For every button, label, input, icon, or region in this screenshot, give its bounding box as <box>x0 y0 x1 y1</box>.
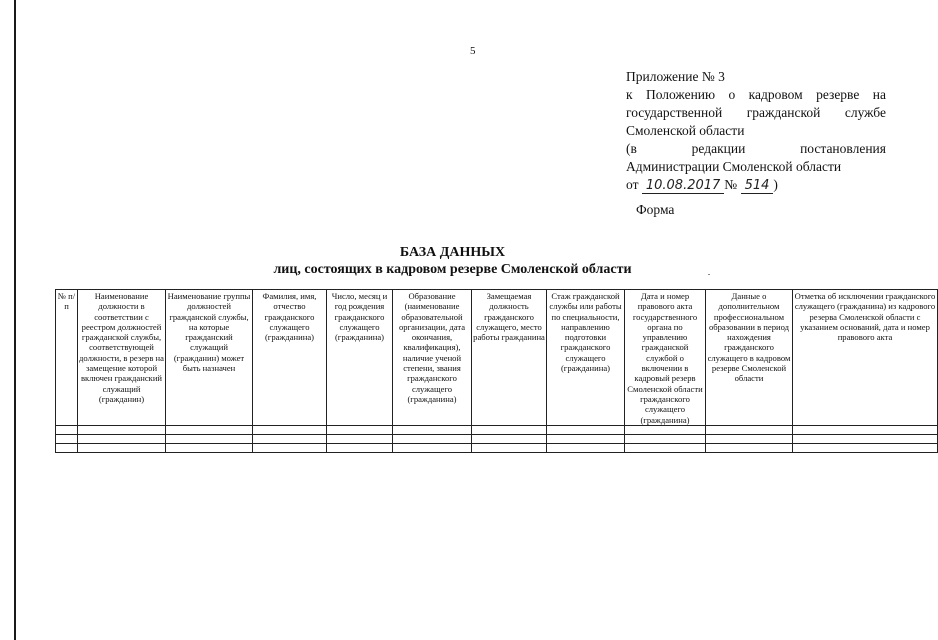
personnel-reserve-table <box>55 289 938 453</box>
number-label: № <box>724 177 738 192</box>
header-cell-full-name: Фамилия, имя, отчество гражданского служащего (гражданина) <box>253 290 327 426</box>
appendix-line-5 <box>626 140 886 158</box>
table-row <box>56 443 938 452</box>
appendix-word: постановления <box>800 141 886 156</box>
appendix-word: кадровом <box>748 87 803 102</box>
appendix-word: службе <box>844 105 886 120</box>
header-cell-position-group: Наименование группы должностей гражданской службы, на которые гражданский служащий (гражданин) может быть назначен <box>166 290 253 426</box>
appendix-line-2 <box>626 86 886 104</box>
appendix-line-3 <box>626 104 886 122</box>
appendix-line-4: Смоленской области <box>626 123 745 138</box>
table-row <box>56 434 938 443</box>
page-number: 5 <box>470 45 476 57</box>
appendix-word: государственной <box>626 105 723 120</box>
handwritten-date: 10.08.2017 <box>642 179 724 194</box>
header-cell-position: Наименование должности в соответствии с реестром должностей гражданской службы, соответствующей должности, в резерв на замещение которой включен гражданский служащий (гражданин) <box>78 290 166 426</box>
table-header-row <box>56 290 938 426</box>
table-row <box>56 425 938 434</box>
header-cell-exclusion-mark: Отметка об исключении гражданского служащего (гражданина) из кадрового резерва Смоленской области с указанием оснований, дата и номер правового акта <box>793 290 938 426</box>
header-cell-education: Образование (наименование образовательной организации, дата окончания, квалификация), наличие ученой степени, звания гражданского служащего (гражданина) <box>393 290 472 426</box>
document-subtitle: лиц, состоящих в кадровом резерве Смоленской области <box>273 262 632 277</box>
appendix-word: резерве <box>816 87 860 102</box>
header-cell-number: № п/п <box>56 290 78 426</box>
document-title: БАЗА ДАННЫХ <box>399 245 506 260</box>
header-cell-additional-education: Данные о дополнительном профессиональном образовании в период нахождения гражданского служащего в кадровом резерве Смоленской области <box>706 290 793 426</box>
appendix-word: Положению <box>645 87 716 102</box>
header-cell-birth-date: Число, месяц и год рождения гражданского служащего (гражданина) <box>327 290 393 426</box>
from-label: от <box>626 177 639 192</box>
appendix-line-6: Администрации Смоленской области <box>626 159 842 174</box>
appendix-word: о <box>728 87 736 102</box>
header-cell-current-position: Замещаемая должность гражданского служащего, место работы гражданина <box>472 290 547 426</box>
scan-edge-line <box>14 0 16 640</box>
appendix-title: Приложение № 3 <box>626 69 725 84</box>
appendix-block <box>626 68 886 194</box>
closing-parenthesis: ) <box>773 177 778 192</box>
appendix-word: (в <box>626 141 637 156</box>
form-label: Форма <box>636 202 675 217</box>
appendix-word: гражданской <box>746 105 821 120</box>
appendix-word: на <box>872 87 886 102</box>
appendix-word: редакции <box>691 141 746 156</box>
handwritten-number: 514 <box>741 179 774 194</box>
appendix-line-7 <box>626 176 886 194</box>
header-cell-experience: Стаж гражданской службы или работы по специальности, направлению подготовки гражданского служащего (гражданина) <box>547 290 625 426</box>
appendix-word: к <box>626 87 633 102</box>
header-cell-inclusion-act: Дата и номер правового акта государственного органа по управлению гражданской службой о включении в кадровый резерв Смоленской области гражданского служащего (гражданина) <box>625 290 706 426</box>
